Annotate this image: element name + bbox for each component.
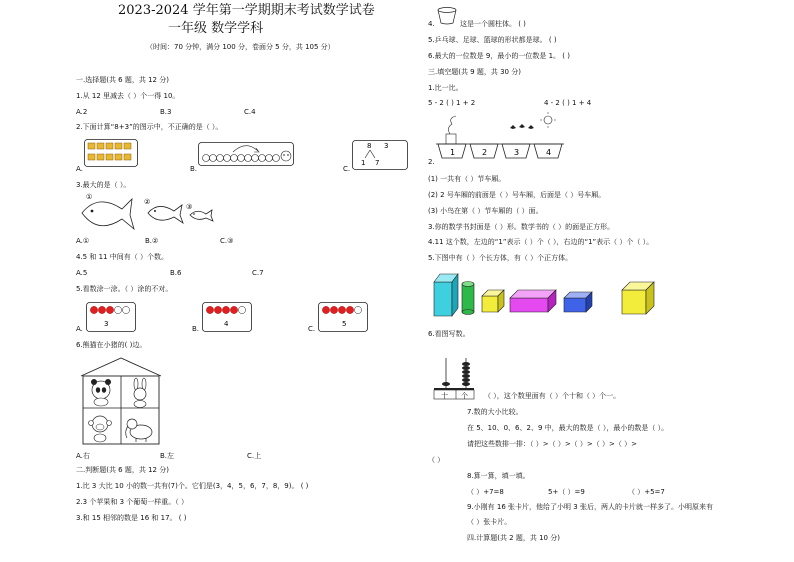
q3-fish-figure: [78, 191, 228, 235]
q3-label-2: ②: [144, 198, 151, 206]
q5-num-3: 3: [104, 320, 109, 328]
q2-cube-grid-figure: [84, 139, 138, 167]
section-calc-heading: 四.计算题(共 2 题，共 10 分): [467, 534, 560, 542]
abacus-figure: [432, 356, 476, 400]
judge-q3: 3.和 15 相邻的数是 16 和 17。 ( ): [76, 514, 187, 522]
choice-q4-option-b: B.6: [170, 269, 182, 277]
abacus-ones-label: 个: [461, 392, 468, 400]
judge-q4-number: 4.: [428, 20, 435, 28]
q2c-num-7: 7: [375, 159, 380, 167]
train-figure: [436, 112, 572, 164]
fill-q1-compare-a: 5 - 2 ( ) 1 + 2: [428, 99, 476, 107]
fill-q7-part-a: 在 5、10、0、6、2、9 中，最大的数是（ ），最小的数是（ ）。: [467, 424, 669, 432]
fill-q2-number: 2.: [428, 158, 435, 166]
q2c-num-3: 3: [384, 142, 389, 150]
choice-q2: 2.下面计算“8+3”的图示中，不正确的是（ ）。: [76, 123, 223, 131]
q3-label-1: ①: [86, 193, 93, 201]
fill-q7-part-b: 请把这些数排一排：（ ）>（ ）>（ ）>（ ）>（ ）>: [467, 440, 637, 448]
fill-q1-compare-b: 4 - 2 ( ) 1 + 4: [544, 99, 592, 107]
section-choice-heading: 一.选择题(共 6 题，共 12 分): [76, 76, 169, 84]
exam-note: （时间：70 分钟，满分 100 分，卷面分 5 分，共 105 分）: [146, 43, 335, 51]
fill-q7: 7.数的大小比较。: [467, 408, 523, 416]
judge-q4: 这是一个圆柱体。 ( ): [460, 20, 526, 28]
choice-q1-option-b: B.3: [160, 108, 172, 116]
q3-label-3: ③: [186, 203, 193, 211]
q2-bead-line-figure: [198, 142, 294, 166]
q6-house-figure: [78, 356, 164, 446]
car-3-label: 3: [514, 148, 520, 157]
abacus-tens-label: 十: [441, 392, 448, 400]
choice-q4: 4.5 和 11 中间有（ ）个数。: [76, 253, 168, 261]
fill-q8-b: 5+（ ）=9: [548, 488, 585, 496]
choice-q1: 1.从 12 里减去（ ）个一得 10。: [76, 92, 180, 100]
judge-q1: 1.比 3 大比 10 小的数一共有(7)个。它们是(3，4，5，6，7，8，9)。 ( ): [76, 482, 309, 490]
fill-q2-part1: (1) 一共有（ ）节车厢。: [428, 175, 506, 183]
exam-title: 2023-2024 学年第一学期期末考试数学试卷: [118, 3, 375, 18]
fill-q6-answer: （ ），这个数里面有（ ）个十和（ ）个一。: [484, 392, 621, 400]
q5-box-b: [202, 302, 252, 332]
choice-q3-option-a: A.①: [76, 237, 90, 245]
q5-num-5: 5: [342, 320, 347, 328]
choice-q2-option-c: C.: [343, 165, 351, 173]
fill-q9-answer: （ ）张卡片。: [467, 518, 512, 526]
fill-q1: 1.比一比。: [428, 84, 463, 92]
choice-q6-option-a: A.右: [76, 452, 90, 460]
choice-q1-option-c: C.4: [244, 108, 256, 116]
q5-num-4: 4: [224, 320, 229, 328]
solids-figure: [430, 268, 662, 320]
fill-q4: 4.11 这个数，左边的“1”表示（ ）个（ ），右边的“1”表示（ ）个（ ）。: [428, 238, 654, 246]
choice-q1-option-a: A.2: [76, 108, 88, 116]
choice-q5-option-a: A.: [76, 325, 83, 333]
q5-box-c: [318, 302, 368, 332]
judge-q6: 6.最大的一位数是 9，最小的一位数是 1。 ( ): [428, 52, 570, 60]
fill-q2-part3: (3) 小鸟在第（ ）节车厢的（ ）面。: [428, 207, 543, 215]
q5-box-a: [86, 302, 136, 332]
judge-q5: 5.乒乓球、足球、篮球的形状都是球。 ( ): [428, 36, 557, 44]
q2-split-diagram-figure: [352, 140, 408, 170]
choice-q3: 3.最大的是（ ）。: [76, 181, 131, 189]
car-2-label: 2: [482, 148, 488, 157]
q2c-num-8: 8: [367, 142, 372, 150]
exam-subtitle: 一年级 数学学科: [168, 21, 264, 36]
fill-q6: 6.看图写数。: [428, 330, 470, 338]
judge-q2: 2.3 个苹果和 3 个葡萄一样重。（ ）: [76, 498, 188, 506]
section-fill-heading: 三.填空题(共 9 题，共 30 分): [428, 68, 521, 76]
fill-q8: 8.算一算，填一填。: [467, 472, 530, 480]
fill-q8-a: （ ）+7=8: [467, 488, 504, 496]
choice-q5-option-b: B.: [192, 325, 200, 333]
fill-q8-c: （ ）+5=7: [628, 488, 665, 496]
fill-q3: 3.你的数学书封面是（ ）形。数学书的（ ）的面是正方形。: [428, 223, 615, 231]
fill-q5: 5.下图中有（ ）个长方体，有（ ）个正方体。: [428, 254, 573, 262]
fill-q7-part-c: （ ）: [428, 456, 445, 464]
choice-q3-option-c: C.③: [220, 237, 234, 245]
choice-q6: 6.熊猫在小猪的( )边。: [76, 341, 147, 349]
car-4-label: 4: [546, 148, 552, 157]
choice-q5: 5.看数涂一涂。（ ）涂的不对。: [76, 285, 173, 293]
choice-q4-option-a: A.5: [76, 269, 88, 277]
choice-q5-option-c: C.: [308, 325, 316, 333]
section-judge-heading: 二.判断题(共 6 题，共 12 分): [76, 466, 169, 474]
choice-q6-option-c: C.上: [247, 452, 262, 460]
choice-q2-option-a: A.: [76, 165, 83, 173]
choice-q2-option-b: B.: [190, 165, 198, 173]
fill-q2-part2: (2) 2 号车厢的前面是（ ）号车厢，后面是（ ）号车厢。: [428, 191, 606, 199]
bucket-icon: [437, 7, 457, 25]
choice-q3-option-b: B.②: [145, 237, 159, 245]
q2c-num-1: 1: [361, 159, 366, 167]
car-1-label: 1: [450, 148, 456, 157]
choice-q4-option-c: C.7: [252, 269, 264, 277]
choice-q6-option-b: B.左: [160, 452, 175, 460]
fill-q9: 9.小刚有 16 张卡片，他给了小明 3 张后，两人的卡片就一样多了。小明原来有: [467, 503, 713, 511]
